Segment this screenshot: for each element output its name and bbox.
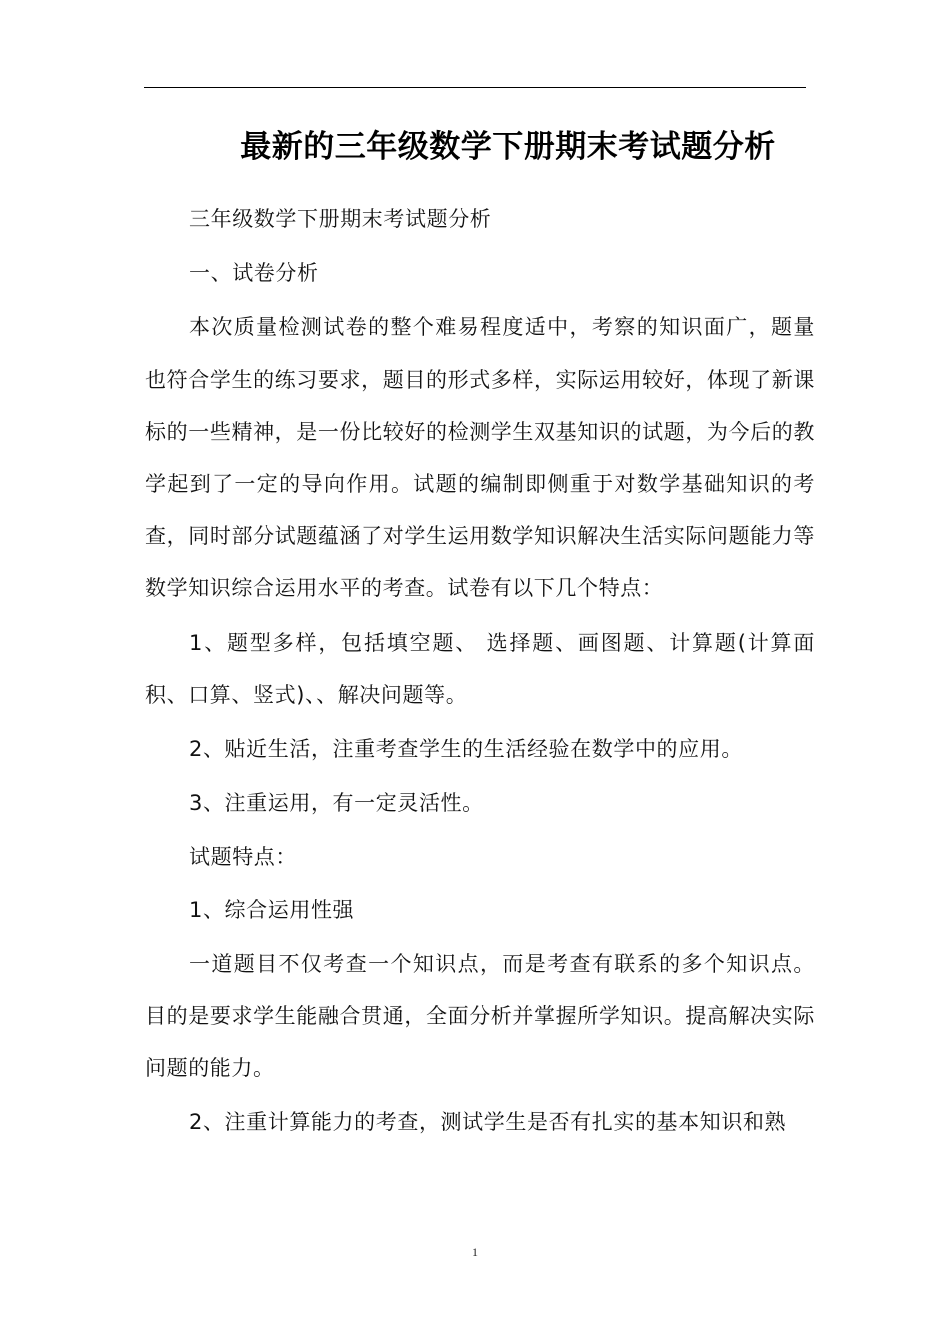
subtitle-paragraph: 三年级数学下册期末考试题分析 [189,207,492,231]
test-features-heading: 试题特点： [189,845,297,870]
test-feature-1-heading: 1、综合运用性强 [189,897,355,922]
section-heading: 一、试卷分析 [189,261,319,286]
document-title: 最新的三年级数学下册期末考试题分析 [240,129,776,165]
feature-item-2: 2、贴近生活，注重考查学生的生活经验在数学中的应用。 [189,737,743,762]
analysis-paragraph: 本次质量检测试卷的整个难易程度适中，考察的知识面广，题量也符合学生的练习要求，题目的形式多样，实际运用较好，体现了新课标的一些精神，是一份比较好的检测学生双基知识的试题，为今后的教学起到了一定的导向作用。试题的编制即侧重于对数学基础知识的考查，同时部分试题蕴涵了对学生运用数学知识解决生活实际问题能力等数学知识综合运用水平的考查。试卷有以下几个特点： [145,315,815,601]
feature-item-3: 3、注重运用，有一定灵活性。 [189,791,484,816]
header-rule [144,87,806,88]
test-feature-1-paragraph: 一道题目不仅考查一个知识点，而是考查有联系的多个知识点。目的是要求学生能融合贯通，全面分析并掌握所学知识。提高解决实际问题的能力。 [145,951,815,1081]
test-feature-2-paragraph: 2、注重计算能力的考查，测试学生是否有扎实的基本知识和熟 [189,1110,787,1135]
feature-item-1: 1、题型多样，包括填空题、 选择题、画图题、计算题(计算面积、口算、竖式)、、解决问题等。 [145,630,815,707]
document-body [145,193,815,1149]
page-number: 1 [472,1245,478,1259]
